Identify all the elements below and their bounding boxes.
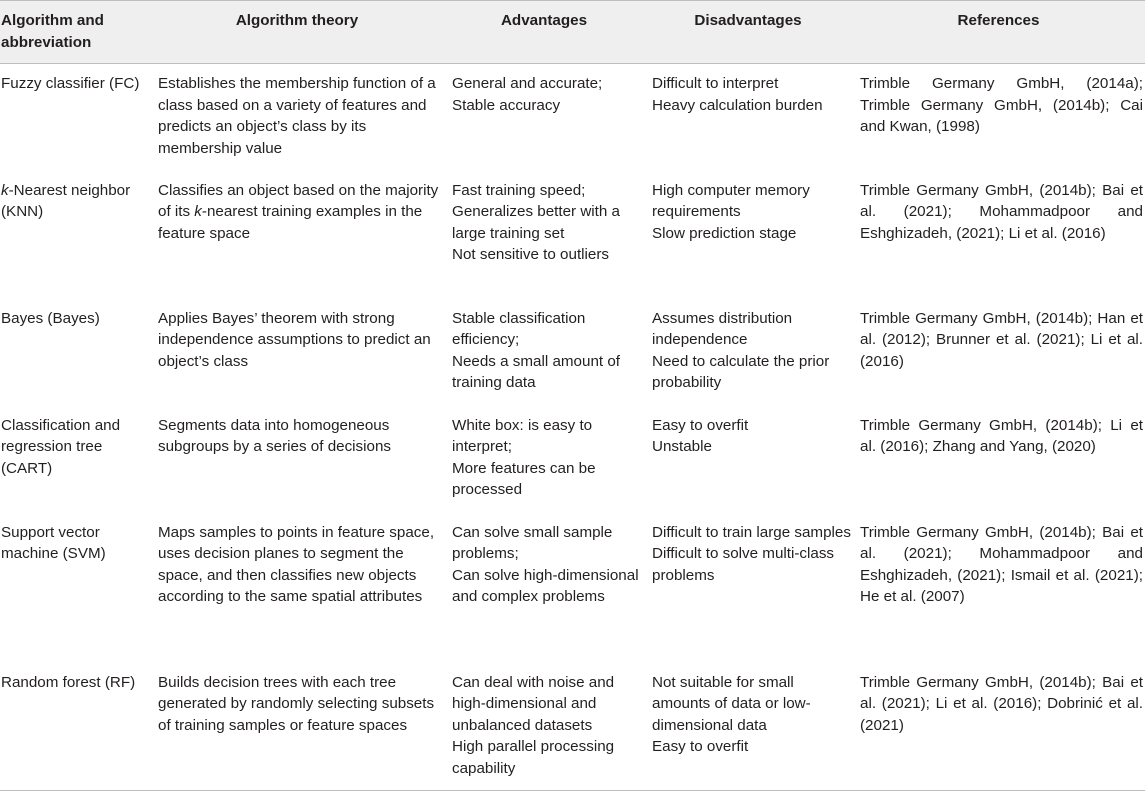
theory-text-a: Classifies an object based on the majority of its: [158, 181, 439, 221]
disadvantage-item: High computer memory requirements: [652, 181, 810, 221]
algorithm-name-text: -Nearest neighbor (KNN): [1, 181, 131, 221]
table-row: [0, 663, 1145, 791]
theory-text-b: -nearest training examples in the feature space: [158, 203, 423, 242]
disadvantage-item: Easy to overfit: [652, 738, 749, 756]
table-row: [0, 171, 1145, 299]
disadvantage-item: Not suitable for small amounts of data or low-dimensional data: [652, 673, 811, 734]
table-header: [0, 1, 1145, 64]
references-cell: Trimble Germany GmbH, (2014b); Bai et al. (2021); Li et al. (2016); Dobrinić et al. (2021): [852, 663, 1145, 791]
algorithm-name: Random forest (RF): [0, 663, 150, 791]
table-row: [0, 513, 1145, 663]
advantages-cell: [444, 171, 644, 299]
disadvantage-item: Difficult to train large samples: [652, 523, 851, 541]
advantage-item: Needs a small amount of training data: [452, 352, 620, 392]
header-advantages: Advantages: [444, 1, 644, 64]
disadvantages-cell: [644, 171, 852, 299]
advantage-item: Can deal with noise and high-dimensional and unbalanced datasets: [452, 673, 615, 734]
references-cell: Trimble Germany GmbH, (2014b); Li et al. (2016); Zhang and Yang, (2020): [860, 416, 1143, 456]
table-body: [0, 64, 1145, 791]
advantages-cell: [444, 64, 644, 171]
disadvantages-cell: [644, 406, 852, 513]
references-cell: Trimble Germany GmbH, (2014a); Trimble Germany GmbH, (2014b); Cai and Kwan, (1998): [860, 75, 1143, 136]
disadvantages-cell: [644, 64, 852, 171]
advantage-item: White box: is easy to interpret;: [452, 416, 593, 456]
header-theory: Algorithm theory: [150, 1, 444, 64]
disadvantage-item: Difficult to solve multi-class problems: [652, 545, 835, 584]
algorithm-theory: Builds decision trees with each tree generated by randomly selecting subsets of training samples or feature spaces: [150, 663, 444, 791]
advantage-item: Stable classification efficiency;: [452, 309, 586, 349]
advantages-cell: [444, 406, 644, 513]
disadvantage-item: Need to calculate the prior probability: [652, 352, 830, 392]
algorithm-theory: Maps samples to points in feature space, uses decision planes to segment the space, and then classifies new objects according to the same spatial attributes: [158, 523, 435, 606]
algorithm-theory: [150, 171, 444, 299]
references-cell: Trimble Germany GmbH, (2014b); Han et al. (2012); Brunner et al. (2021); Li et al. (2016): [860, 309, 1143, 370]
advantage-item: Not sensitive to outliers: [452, 246, 610, 264]
advantage-item: Can solve high-dimensional and complex problems: [452, 566, 639, 606]
algorithm-name: Bayes (Bayes): [1, 309, 100, 327]
advantage-item: High parallel processing capability: [452, 738, 615, 778]
disadvantage-item: Unstable: [652, 438, 712, 456]
header-row: [0, 1, 1145, 64]
advantage-item: General and accurate;: [452, 75, 603, 93]
advantage-item: Generalizes better with a large training set: [452, 203, 620, 242]
table-row: [0, 299, 1145, 406]
italic-k: k: [1, 181, 9, 199]
algorithm-theory: Establishes the membership function of a class based on a variety of features and predicts an object’s class by its membership value: [158, 75, 436, 157]
references-cell: Trimble Germany GmbH, (2014b); Bai et al. (2021); Mohammadpoor and Eshghizadeh, (2021); Ismail et al. (2021); He et al. (2007): [860, 523, 1143, 606]
italic-k: k: [194, 203, 202, 221]
disadvantage-item: Easy to overfit: [652, 416, 749, 434]
algorithm-name: [0, 171, 150, 299]
references-cell: Trimble Germany GmbH, (2014b); Bai et al. (2021); Mohammadpoor and Eshghizadeh, (2021); Li et al. (2016): [860, 181, 1143, 242]
header-references: References: [852, 1, 1145, 64]
advantage-item: Stable accuracy: [452, 96, 561, 114]
disadvantages-cell: [644, 299, 852, 406]
algorithm-name: Support vector machine (SVM): [1, 523, 106, 563]
algorithm-theory: Segments data into homogeneous subgroups by a series of decisions: [158, 416, 392, 456]
disadvantages-cell: [644, 513, 852, 663]
header-disadvantages: Disadvantages: [644, 1, 852, 64]
algorithm-theory: Applies Bayes’ theorem with strong independence assumptions to predict an object’s class: [158, 309, 431, 370]
algorithm-name: Classification and regression tree (CART): [1, 416, 121, 477]
table-row: [0, 64, 1145, 171]
disadvantage-item: Difficult to interpret: [652, 75, 779, 93]
advantage-item: Fast training speed;: [452, 181, 586, 199]
advantage-item: Can solve small sample problems;: [452, 523, 613, 563]
advantages-cell: [444, 513, 644, 663]
table-row: [0, 406, 1145, 513]
disadvantages-cell: [644, 663, 852, 791]
disadvantage-item: Heavy calculation burden: [652, 96, 823, 114]
disadvantage-item: Slow prediction stage: [652, 224, 797, 242]
disadvantage-item: Assumes distribution independence: [652, 309, 793, 349]
advantage-item: More features can be processed: [452, 459, 596, 499]
advantages-cell: [444, 299, 644, 406]
algorithm-name: Fuzzy classifier (FC): [1, 75, 140, 93]
header-algorithm: Algorithm and abbreviation: [0, 1, 150, 64]
advantages-cell: [444, 663, 644, 791]
